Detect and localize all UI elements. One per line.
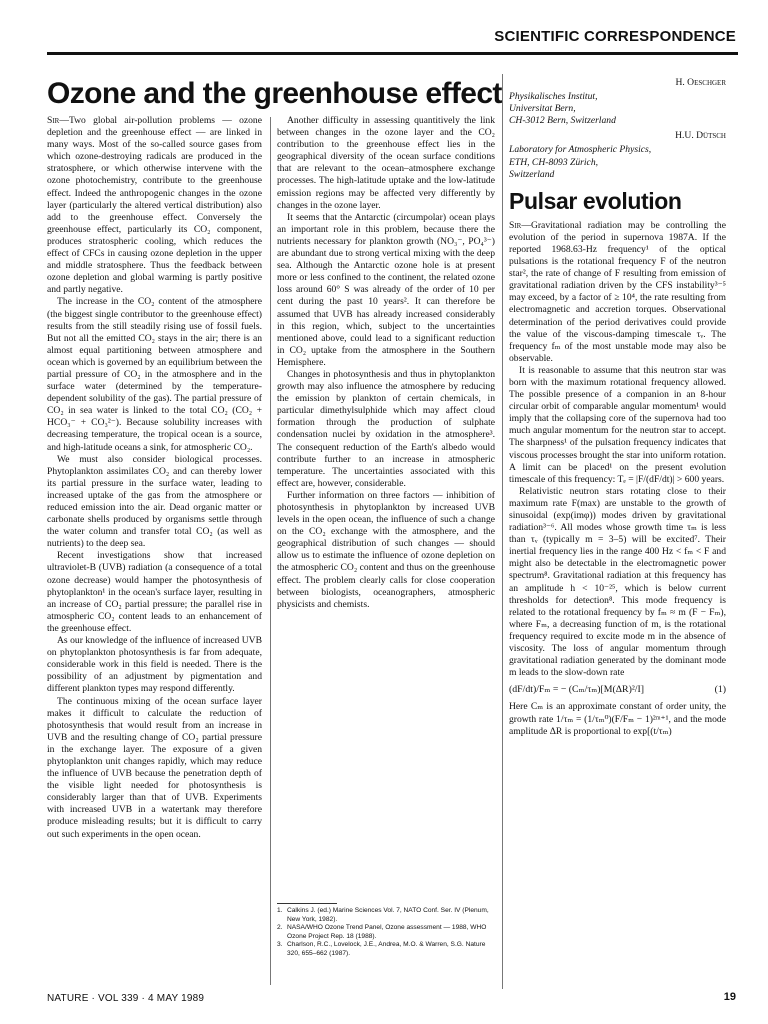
article1-paragraph: Further information on three factors — inhibition of photosynthesis in phytoplankton by increased UVB levels in the open ocean, the influence of such a change on the CO₂ exchange with the atmosphere, and the geographical distribution of such changes — should allow us to estimate the influence of ozone depletion on the atmospheric CO₂ content and thus on the greenhouse effect. The problem clearly calls for close cooperation between biologists, oceanographers, atmospheric physicists and chemists. (277, 489, 495, 610)
author-affiliation: Physikalisches Institut, Universitat Bern, CH-3012 Bern, Switzerland (509, 91, 616, 127)
header-rule (47, 52, 738, 55)
column-1 (47, 115, 262, 992)
article-title-pulsar: Pulsar evolution (509, 187, 682, 214)
references-list (277, 907, 497, 959)
reference-item: 2. NASA/WHO Ozone Trend Panel, Ozone assessment — 1988, WHO Ozone Project Rep. 18 (1988). (277, 924, 487, 940)
article1-paragraph: Recent investigations show that increased ultraviolet-B (UVB) radiation (a consequence of a total ozone decrease) would hamper the photosynthesis of phytoplankton¹ in the ocean's surface layer, resulting in an increase of CO₂ partial pressure; the parallel rise in atmospheric CO₂ content leads to an enhancement of the greenhouse effect. (47, 550, 262, 634)
column-3 (509, 74, 726, 991)
equation-1 (509, 684, 726, 696)
equation-expression: (dF/dt)/Fₘ = − (Cₘ/τₘ)[M(ΔR)²/I] (509, 684, 645, 696)
references-rule (277, 903, 337, 904)
column-2 (277, 115, 495, 900)
section-label: SCIENTIFIC CORRESPONDENCE (494, 28, 736, 45)
equation-number: (1) (714, 684, 726, 696)
author-affiliation: Laboratory for Atmospheric Physics, ETH, CH-8093 Zürich, Switzerland (509, 144, 652, 180)
footer-journal: NATURE · VOL 339 · 4 MAY 1989 (47, 993, 205, 1004)
column-divider-2 (502, 74, 503, 989)
reference-item: 1. Calkins J. (ed.) Marine Sciences Vol. 7, NATO Conf. Ser. IV (Plenum, New York, 1982). (277, 907, 489, 923)
article1-paragraph: The increase in the CO₂ content of the atmosphere (the biggest single contributor to the greenhouse effect) results from the still steadily rising use of fossil fuels. But not all the emitted CO₂ stays in the air; there is an almost equal partitioning between atmosphere and ocean which is governed by an equilibrium between the partial pressure of CO₂ in the atmosphere and in the surface water (determined by the temperature-dependent solubility of the gas). The partial pressure of CO₂ in sea water is linked to the total CO₂ (CO₂ + HCO₃⁻ + CO₃²⁻). Because solubility increases with decreasing temperature, the tropical ocean is a source, and high-latitude oceans a sink, for atmospheric CO₂. (47, 296, 262, 453)
sir-lead: Sir (509, 219, 522, 231)
sir-lead: Sir (47, 115, 60, 126)
column-divider-1 (270, 117, 271, 985)
article1-paragraph: Another difficulty in assessing quantitively the link between changes in the ozone layer and the CO₂ contribution to the greenhouse effect lies in the geographical diversity of the ocean surface conditions that are relevant to the ocean–atmosphere exchange processes. The high-latitude uptake and the low-latitude emission regions may be affected very differently by changes in the ozone layer. (277, 115, 495, 211)
article1-paragraph: We must also consider biological processes. Phytoplankton assimilates CO₂ and can thereby lower its partial pressure in the surface water, leading to increased uptake of the gas from the atmosphere or reduced emission into the air. Dead organic matter or carbonate shells produced by organisms settle through the water column and transfer total CO₂ (as well as nutrients) to the deep sea. (47, 453, 262, 550)
article-title-ozone: Ozone and the greenhouse effect (47, 77, 502, 110)
article1-paragraph: As our knowledge of the influence of increased UVB on phytoplankton photosynthesis is far from adequate, considerable work in this field is needed. There is the possibility of an adjustment by pigmentation and different plankton types may respond differently. (47, 635, 262, 695)
page-number: 19 (723, 991, 736, 1003)
article2-paragraph: It is reasonable to assume that this neutron star was born with the maximum rotational frequency allowed. The possible presence of a companion in an 8-hour circular orbit of comparable angular momentum¹ would imply that the collapsing core of the supernova had too much angular momentum for the neutron star to accept. The sharpness¹ of the pulsation frequency indicates that viscous processes brought the star into uniform rotation. A limit can be placed¹ on the present evolution timescale of this frequency: Tₑ = |F/(dF/dt)| > 600 years. (509, 364, 726, 485)
reference-item: 3. Charlson, R.C., Lovelock, J.E., Andrea, M.O. & Warren, S.G. Nature 320, 655–662 (1987). (277, 941, 486, 957)
article1-paragraph: Sir—Two global air-pollution problems — ozone depletion and the greenhouse effect — are linked in many ways. Most of the so-called source gases from which ozone-destroying radicals are produced in the stratosphere, or which otherwise intervene with the ozone photochemistry, contribute to the greenhouse effect. Indeed the anthropogenic changes in the ozone layer (particularly the altered vertical distribution) also add to the greenhouse effect. Conversely the greenhouse effect, particularly its CO₂ component, produces stratospheric cooling, which reduces the effect of CFCs in causing ozone depletion in the upper and middle stratosphere. Thus the feedback between ozone depletion and global warming is partly positive and partly negative. (47, 115, 262, 296)
author-name: H. Oeschger (675, 77, 726, 88)
article1-paragraph: The continuous mixing of the ocean surface layer makes it difficult to calculate the reduction of photosynthesis that would result from an increase in UVB and the resulting change of CO₂ partial pressure in the exchange layer. The exposure of a given phytoplankton unit changes rapidly, which may reduce the influence of UVB because the penetration depth of the visible light needed for photosynthesis is considerably larger than that of UVB. Experiments with increased UVB in a watertank may therefore produce misleading results; but it is difficult to carry out such experiments in the open ocean. (47, 695, 262, 840)
article1-paragraph: Changes in photosynthesis and thus in phytoplankton growth may also influence the atmosphere by reducing the emission by plankton of certain chemicals, in particular dimethylsulphide which may affect cloud formation through the production of sulphate condensation nuclei by oxidation in the atmosphere³. The consequent reduction of the Earth's albedo would contribute further to an increase in atmospheric temperature. The uncertainties associated with this effect are, however, considerable. (277, 368, 495, 489)
article2-paragraph: Sir—Gravitational radiation may be controlling the evolution of the period in supernova 1987A. If the reported 1968.63-Hz frequency¹ of the optical pulsations is the rotational frequency F of the neutron star², the rate of change of F resulting from emission of gravitational radiation driven by the CFS instability³⁻⁵ may exceed, by a factor of ≥ 10⁴, the rate resulting from electromagnetic and accretion torques. Observational determination of the period derivatives could provide the value of the viscous-damping timescale τᵥ. The frequency fₘ of the most unstable mode may also be observable. (509, 219, 726, 364)
article2-paragraph: Here Cₘ is an approximate constant of order unity, the growth rate 1/τₘ = (1/τₘ⁰)(F/Fₘ − 1)²ᵐ⁺¹, and the mode amplitude ΔR is proportional to exp[(t/τₘ) (509, 701, 726, 737)
article1-paragraph: It seems that the Antarctic (circumpolar) ocean plays an important role in this problem, because there the nutrients necessary for plankton growth (NO₃⁻, PO₄³⁻) are abundant due to strong vertical mixing with the deep sea. Although the Antarctic ozone hole is at present more or less confined to the continent, the related ozone loss around 60° S was already of the order of 10 per cent during the past 10 years². It can therefore be assumed that UVB has already increased considerably in this region, which, subject to the uncertainties mentioned above, could lead to a significant reduction in CO₂ uptake from the atmosphere in the Southern Hemisphere. (277, 211, 495, 368)
author-name: H.U. Dütsch (675, 130, 726, 142)
article2-paragraph: Relativistic neutron stars rotating close to their maximum rate F(max) are unstable to the growth of sinusoidal (exp(imφ)) modes driven by gravitational radiation³⁻⁶. All modes whose growth time τₘ is less than τᵥ (typically m = 3–5) will be excited⁷. Their inertial frequency lies in the range 400 Hz < fₘ < F and might also be detectable in the electromagnetic power spectrum⁸. Gravitational radiation at this frequency has an amplitude h < 10⁻²⁵, which is below current thresholds for detection⁸. This mode frequency is related to the rotational frequency by fₘ ≈ m (F − Fₘ), where Fₘ, a decreasing function of m, is the rotational frequency required to excite mode m in the absence of viscosity. The loss of angular momentum through gravitational radiation generated by the dominant mode m leads to the slow-down rate (509, 485, 726, 679)
